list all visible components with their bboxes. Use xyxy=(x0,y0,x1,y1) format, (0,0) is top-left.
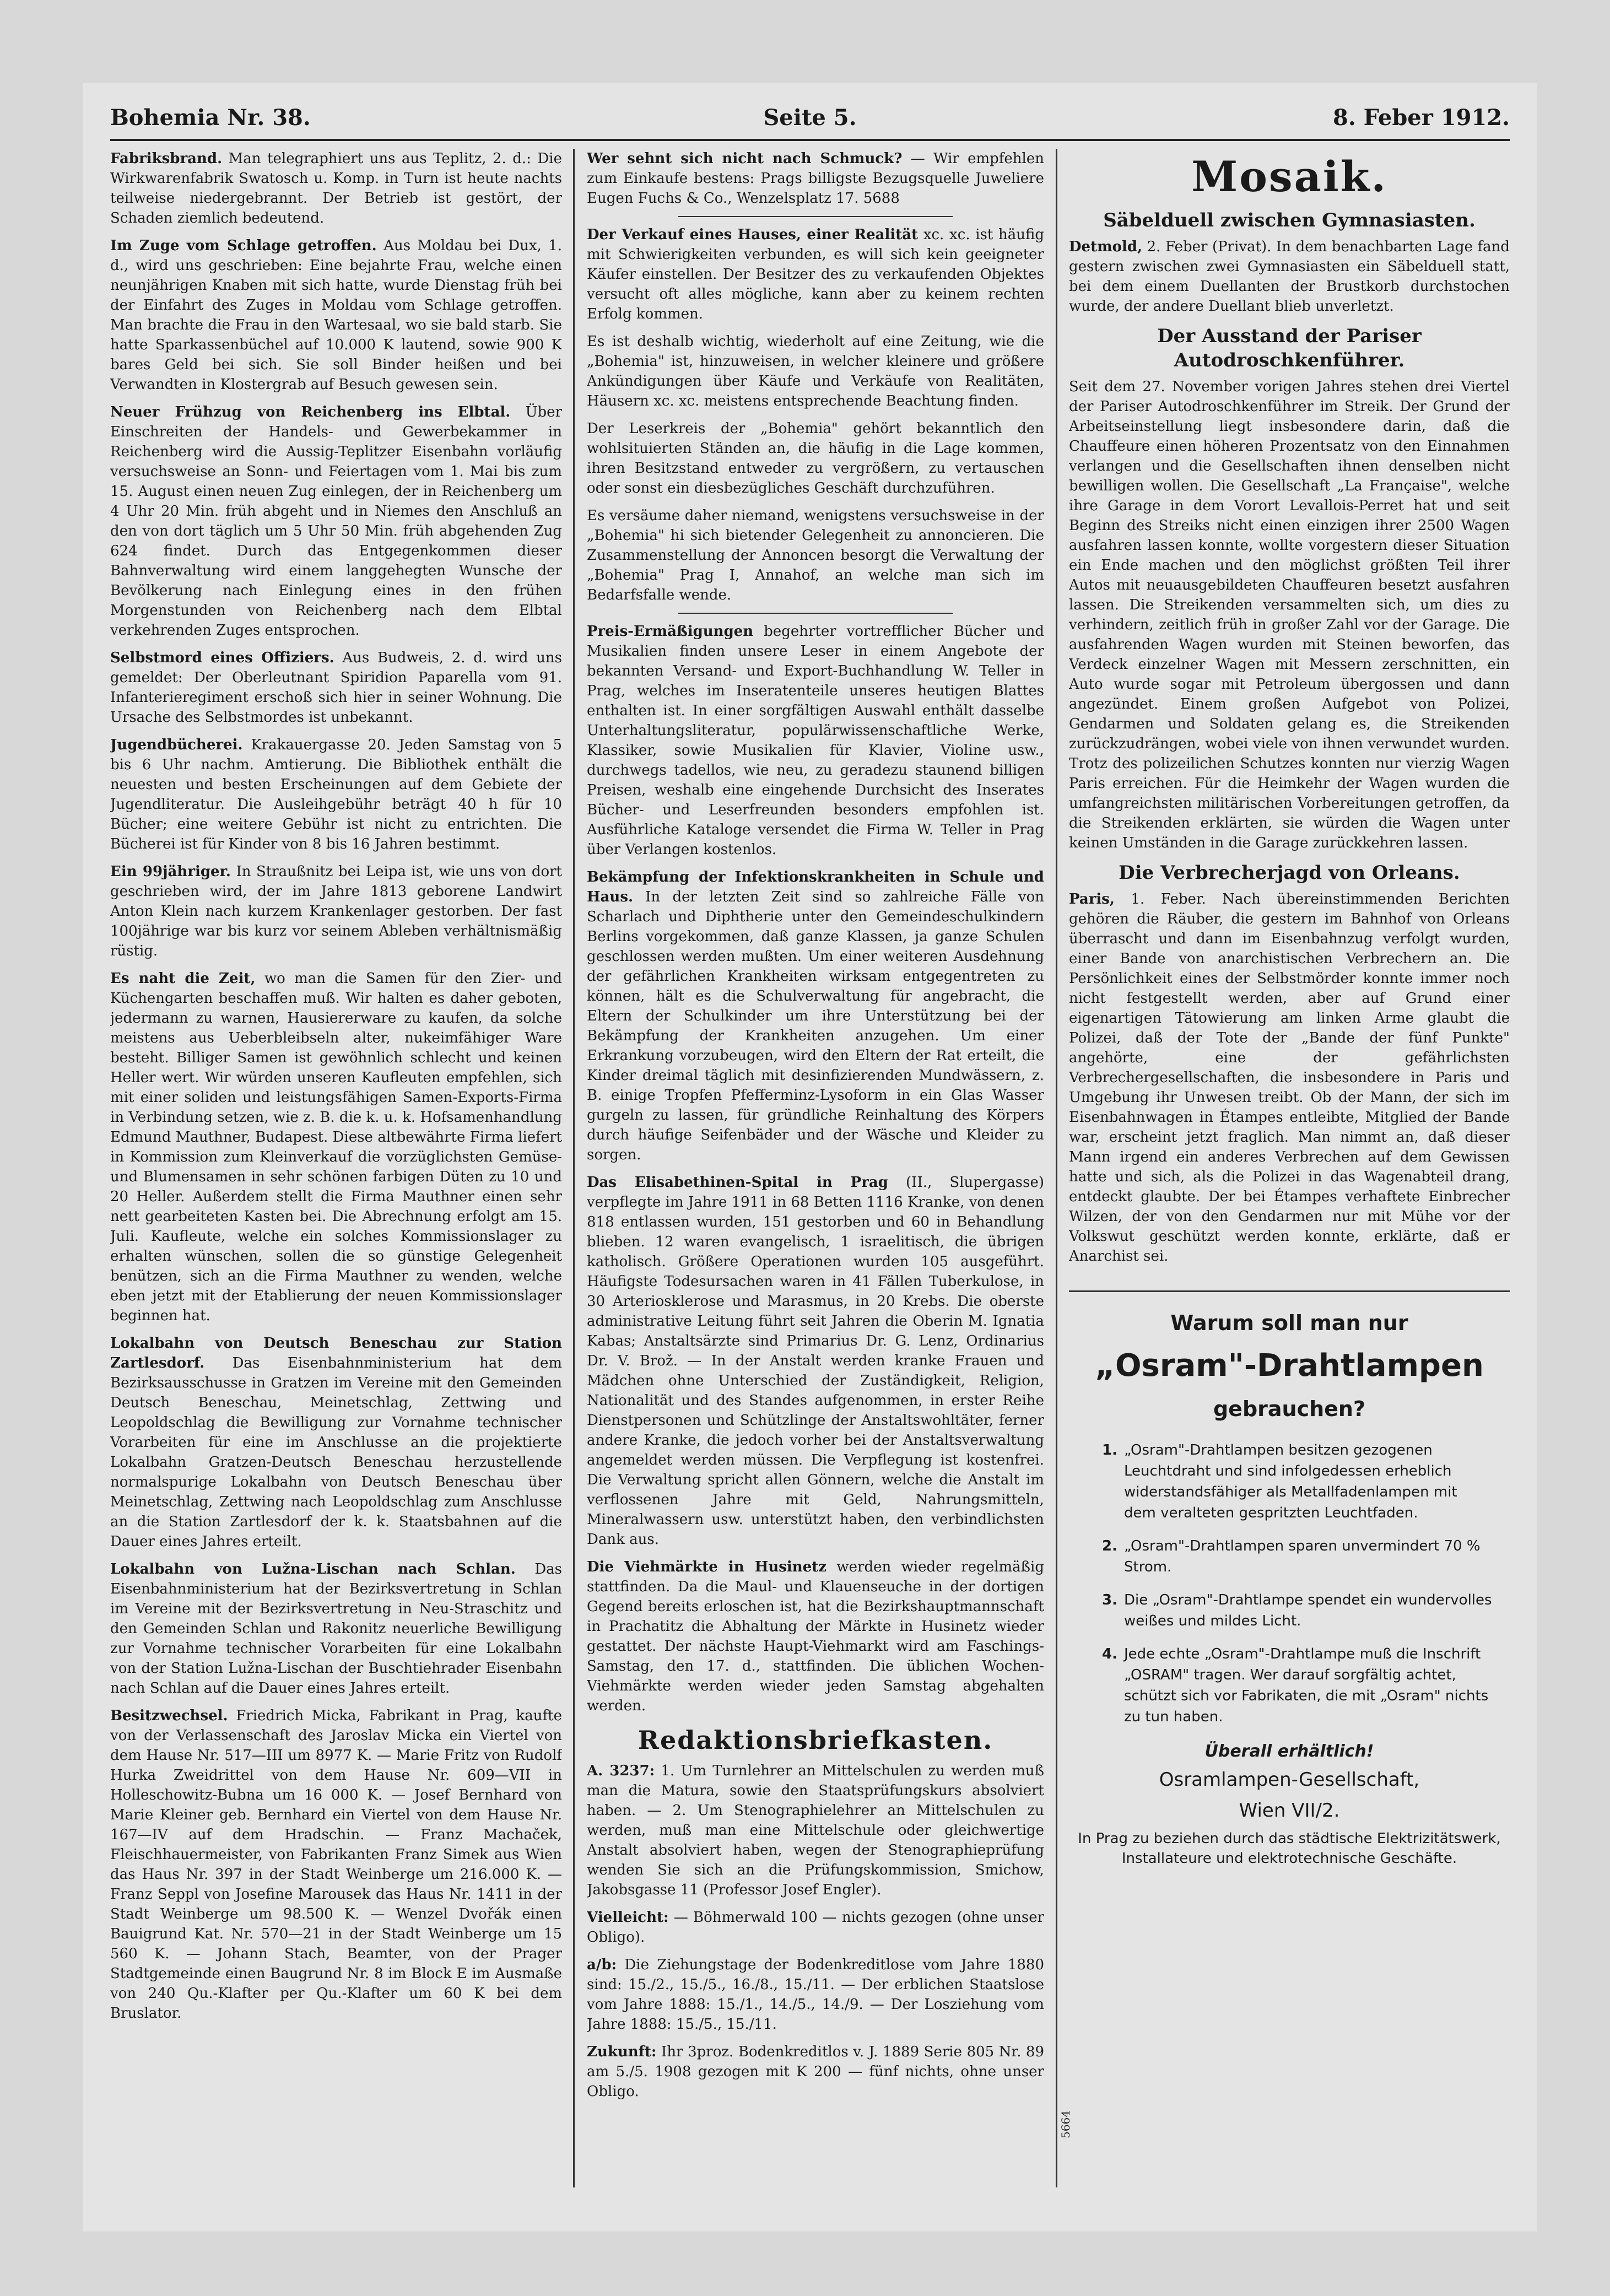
article-body: Man telegraphiert uns aus Teplitz, 2. d.: Die Wirkwarenfabrik Swatosch u. Komp. in Turn ist heute nachts teilweise niedergebrannt. Der Betrieb ist gestört, der Schaden ziemlich bedeutend. xyxy=(110,150,562,226)
article-title: Bekämpfung der Infektionskrankheiten in Schule und Haus. xyxy=(587,869,1044,905)
ad-point-text: „Osram"-Drahtlampen besitzen gezogenen Leuchtdraht und sind infolgedessen erheblich widerstandsfähiger als Metallfadenlampen mit dem veralteten gespritzten Leuchtfaden. xyxy=(1124,1442,1457,1521)
article-title: Fabriksbrand. xyxy=(110,150,223,167)
article-title: Ein 99jähriger. xyxy=(110,863,231,880)
letter-entry xyxy=(587,1908,1044,1947)
section-heading-mosaik: Mosaik. xyxy=(1191,152,1387,201)
article xyxy=(110,149,562,228)
article-title: Selbstmord eines Offiziers. xyxy=(110,650,334,666)
article xyxy=(587,149,1044,208)
article-body: Aus Budweis, 2. d. wird uns gemeldet: Der Oberleutnant Spiridion Paparella vom 91. Infanterieregiment erschoß sich hier in seiner Wohnung. Die Ursache des Selbstmordes ist unbekannt. xyxy=(110,650,562,726)
article-body: werden wieder regelmäßig stattfinden. Da die Maul- und Klauenseuche in der dortigen Gegend bereits erloschen ist, hat die Bezirkshauptmannschaft in Prachatitz die Abhaltung der Märkte in Husinetz wieder gestattet. Der nächste Haupt-Viehmarkt wird am Faschings-Samstag, den 17. d., stattfinden. Die üblichen Wochen-Viehmärkte werden wieder jeden Samstag abgehalten werden. xyxy=(587,1559,1044,1714)
article-headline: Die Verbrecherjagd von Orleans. xyxy=(1119,862,1460,884)
ad-point-number: 4. xyxy=(1102,1646,1117,1662)
article-paragraph xyxy=(587,332,1044,411)
entry-body: 1. Um Turnlehrer an Mittelschulen zu werden muß man die Matura, sowie den Staatsprüfungskurs absolviert haben. — 2. Um Stenographielehrer an Mittelschulen zu werden, muß man eine Mittelschule oder gleichwertige Anstalt absolviert haben, wegen der Stenographieprüfung wenden Sie sich an die Prüfungskommission, Smichow, Jakobsgasse 11 (Professor Josef Engler). xyxy=(587,1763,1044,1898)
ad-note: In Prag zu beziehen durch das städtische Elektrizitätswerk, Installateure und elektrotechnische Geschäfte. xyxy=(1078,1830,1501,1867)
article xyxy=(110,862,562,961)
ad-city: Wien VII/2. xyxy=(1239,1800,1340,1822)
article-body: 1. Feber. Nach übereinstimmenden Berichten gehören die Räuber, die gestern im Bahnhof von Orleans überrascht und dann im Eisenbahnzug verfolgt wurden, einer Bande von anarchistischen Verbrechern an. Die Persönlichkeit eines der Selbstmörder konnte immer noch nicht festgestellt werden, aber auf Grund einer eigenartigen Tätowierung am linken Arme glaubt die Polizei, daß der Tote der „Bande der fünf Punkte" angehörte, eine der gefährlichsten Verbrechergesellschaften, die insbesondere in Paris und Umgebung ihr Unwesen treibt. Ob der Mann, der sich im Eisenbahnwagen in Étampes entleibte, Mitglied der Bande war, erscheint jetzt fraglich. Man nimmt an, daß dieser Mann irgend ein anderes Verbrechen auf dem Gewissen hatte und sich, als die Polizei in das Wagenabteil drang, entdeckt glaubte. Der bei Étampes verhaftete Einbrecher Wilzen, der von den Gendarmen nur mit Mühe vor der Volkswut geschützt werden konnte, erklärte, daß er Anarchist sei. xyxy=(1069,891,1510,1265)
column-divider xyxy=(573,149,575,2187)
article-title: Lokalbahn von Lužna-Lischan nach Schlan. xyxy=(110,1561,516,1578)
column-left xyxy=(110,149,562,2209)
ad-question-end: gebrauchen? xyxy=(1213,1397,1366,1421)
article-separator xyxy=(678,216,953,217)
article-title: Der Verkauf eines Hauses, einer Realität xyxy=(587,226,919,243)
masthead xyxy=(110,95,1510,141)
article-headline: Säbelduell zwischen Gymnasiasten. xyxy=(1103,209,1476,231)
article xyxy=(110,735,562,854)
article-body: In Straußnitz bei Leipa ist, wie uns von dort geschrieben wird, der im Jahre 1813 geborene Landwirt Anton Klein nach kurzem Krankenlager gestorben. Der fast 100jährige war bis kurz vor seinem Ableben verhältnismäßig rüstig. xyxy=(110,863,562,959)
article-body: (II., Slupergasse) verpflegte im Jahre 1911 in 68 Betten 1116 Kranke, von denen 818 entlassen wurden, 151 gestorben und 60 in Behandlung blieben. 12 waren evangelisch, 1 israelitisch, die übrigen katholisch. Größere Operationen wurden 105 ausgeführt. Häufigste Todesursachen waren in 41 Fällen Tuberkulose, in 30 Arteriosklerose und Marasmus, in 20 Krebs. Die oberste administrative Leitung führt seit Jahren die Oberin M. Ignatia Kabas; Anstaltsärzte sind Primarius Dr. G. Lenz, Ordinarius Dr. V. Brož. — In der Anstalt werden kranke Frauen und Mädchen ohne Unterschied der Zuständigkeit, Religion, Nationalität und des Standes aufgenommen, in erster Reihe Dienstpersonen und Schützlinge der Anstaltswohltäter, ferner andere Kranke, die jedoch vorher bei der Anstaltsverwaltung angemeldet werden müssen. Die Verpflegung ist kostenfrei. Die Verwaltung spricht allen Gönnern, welche die Anstalt im verflossenen Jahre mit Geld, Nahrungsmitteln, Mineralwassern usw. unterstützt haben, den verbindlichsten Dank aus. xyxy=(587,1174,1044,1548)
article-body: 2. Feber (Privat). In dem benachbarten Lage fand gestern zwischen zwei Gymnasiasten ein Säbelduell statt, bei dem einem Duellanten der Brustkorb durchstochen wurde, der andere Duellant blieb unverletzt. xyxy=(1069,239,1510,315)
article xyxy=(110,1559,562,1698)
article-body: wo man die Samen für den Zier- und Küchengarten beschaffen muß. Wir halten es daher geboten, jedermann zu warnen, Hausiererware zu kaufen, da solche meistens aus Ueberbleibseln alter, nukeimfähiger Ware besteht. Billiger Samen ist gewöhnlich schlecht und keinen Heller wert. Wir würden unseren Kaufleuten empfehlen, sich mit einer soliden und leistungsfähigen Samen-Exports-Firma in Verbindung setzen, wie z. B. die k. u. k. Hofsamenhandlung Edmund Mauthner, Budapest. Diese altbewährte Firma liefert in Kommission zum Kleinverkauf die vorzüglichsten Gemüse- und Blumensamen in sehr schönen farbigen Düten zu 10 und 20 Heller. Außerdem stellt die Firma Mauthner einen sehr nett gearbeiteten Kasten bei. Die Abrechnung erfolgt am 15. Juli. Kaufleute, welche ein solches Kommissionslager zu erhalten wünschen, sollen die so günstige Gelegenheit benützen, sich an die Firma Mauthner zu wenden, welche eben jetzt mit der Etablierung der neuen Kommissionslager beginnen hat. xyxy=(110,970,562,1324)
ad-point-number: 2. xyxy=(1102,1538,1117,1554)
article-body: Es versäume daher niemand, wenigstens versuchsweise in der „Bohemia" hi sich bietender Gelegenheit zu annoncieren. Die Zusammenstellung der Annoncen besorgt die Verwaltung der „Bohemia" Prag I, Annahof, an welche man sich im Bedarfsfalle wende. xyxy=(587,507,1044,603)
ad-point xyxy=(1102,1536,1493,1578)
article-title: Es naht die Zeit, xyxy=(110,970,256,987)
article xyxy=(110,1333,562,1552)
article-separator xyxy=(678,613,953,614)
article-body: Der Leserkreis der „Bohemia" gehört bekanntlich den wohlsituierten Ständen an, die häufig in die Lage kommen, ihren Besitzstand entweder zu vergrößern, zu vertauschen oder sonst ein diesbezügliches Geschäft durchzuführen. xyxy=(587,420,1044,496)
ad-point-list xyxy=(1102,1440,1493,1727)
article xyxy=(110,969,562,1326)
newspaper-page xyxy=(83,83,1537,2232)
article xyxy=(587,1557,1044,1716)
entry-title: a/b: xyxy=(587,1957,617,1973)
article-paragraph xyxy=(587,419,1044,498)
article-body: Friedrich Micka, Fabrikant in Prag, kaufte von der Verlassenschaft des Jaroslav Micka ein Viertel von dem Hause Nr. 517—III um 8977 K. — Marie Fritz von Rudolf Hurka Zweidrittel von dem Hause Nr. 609—VII in Holleschowitz-Bubna um 16 000 K. — Josef Bernhard von Marie Kleiner geb. Bernhard ein Viertel von dem Hause Nr. 167—IV auf dem Hradschin. — Franz Machaček, Fleischhauermeister, von Fabrikanten Franz Simek aus Wien das Haus Nr. 397 in der Stadt Weinberge um 216.000 K. — Franz Seppl von Josefine Marousek das Haus Nr. 1411 in der Stadt Weinberge um 98.500 K. — Wenzel Dvořák einen Bauigrund Kat. Nr. 570—21 in der Stadt Weinberge um 15 560 K. — Johann Stach, Beamter, von der Prager Stadtgemeinde einen Baugrund Nr. 8 im Block E im Ausmaße von 240 Qu.-Klafter per Qu.-Klafter um 60 K bei dem Bruslator. xyxy=(110,1708,562,2022)
section-heading-redaktion: Redaktionsbriefkasten. xyxy=(637,1725,993,1755)
page-number: Seite 5. xyxy=(763,105,857,131)
article-title: Wer sehnt sich nicht nach Schmuck? xyxy=(587,150,903,167)
article-body: — Wir empfehlen zum Einkaufe bestens: Prags billigste Bezugsquelle Juweliere Eugen Fuchs & Co., Wenzelsplatz 17. 5688 xyxy=(587,150,1044,207)
dateline: Detmold, xyxy=(1069,239,1143,255)
letter-entry xyxy=(587,1955,1044,2034)
article-body: In der letzten Zeit sind so zahlreiche Fälle von Scharlach und Diphtherie unter den Gemeindeschulkindern Berlins vorgekommen, daß ganze Klassen, ja ganze Schulen geschlossen werden mußten. Um einer weiteren Ausdehnung der gefährlichen Krankheiten wirksam entgegentreten zu können, hält es die Schulverwaltung für angebracht, die Eltern der Schulkinder um ihre Unterstützung bei der Bekämpfung der Krankheiten anzugehen. Um einer Erkrankung vorzubeugen, wird den Eltern der Rat erteilt, die Kinder dreimal täglich mit desinfizierenden Mundwässern, z. B. einige Tropfen Pfefferminz-Lysoform in ein Glas Wasser gurgeln zu lassen, für gründliche Reinhaltung des Körpers durch häufige Seifenbäder und der Wäsche und Kleider zu sorgen. xyxy=(587,889,1044,1163)
issue-number: Bohemia Nr. 38. xyxy=(110,105,311,131)
ad-brand: „Osram"-Drahtlampen xyxy=(1095,1348,1484,1384)
ad-point-text: „Osram"-Drahtlampen sparen unvermindert 70 % Strom. xyxy=(1124,1538,1481,1575)
article-title: Jugendbücherei. xyxy=(110,737,243,753)
article-body: Es ist deshalb wichtig, wiederholt auf eine Zeitung, wie die „Bohemia" ist, hinzuweisen, in welcher kleinere und größere Ankündigungen über Käufe und Verkäufe von Realitäten, Häusern xc. xc. meistens entsprechende Beachtung finden. xyxy=(587,333,1044,409)
entry-body: — Böhmerwald 100 — nichts gezogen (ohne unser Obligo). xyxy=(587,1909,1044,1946)
entry-body: Die Ziehungstage der Bodenkreditlose vom Jahre 1880 sind: 15./2., 15./5., 16./8., 15./11. — Der erblichen Staatslose vom Jahre 1888: 15./1., 14./5., 14./9. — Der Losziehung vom Jahre 1888: 15./5., 15./11. xyxy=(587,1957,1044,2033)
ad-point xyxy=(1102,1590,1493,1631)
article xyxy=(587,867,1044,1165)
article-title: Lokalbahn von Deutsch Beneschau zur Station Zartlesdorf. xyxy=(110,1335,562,1371)
article-body: begehrter vortrefflicher Bücher und Musikalien finden unsere Leser in einem Angebote der bekannten Versand- und Export-Buchhandlung W. Teller in Prag, welches im Inseratenteile unseres heutigen Blattes enthalten ist. In einer sorgfältigen Auswahl enthält dasselbe Unterhaltungsliteratur, populärwissenschaftliche Werke, Klassiker, sowie Musikalien für Klavier, Violine usw., durchwegs tadellos, wie neu, zu geradezu staunend billigen Preisen, weshalb eine eingehende Durchsicht des Inserates Bücher- und Leserfreunden besonders empfohlen ist. Ausführliche Kataloge versendet die Firma W. Teller in Prag über Verlangen kostenlos. xyxy=(587,623,1044,858)
letter-entry xyxy=(587,2042,1044,2101)
article-title: Die Viehmärkte in Husinetz xyxy=(587,1559,827,1575)
letter-entry xyxy=(587,1761,1044,1900)
article-title: Im Zuge vom Schlage getroffen. xyxy=(110,237,377,254)
article xyxy=(110,402,562,640)
ad-point-number: 1. xyxy=(1102,1442,1117,1458)
article-body: Das Eisenbahnministerium hat dem Bezirksausschusse in Gratzen im Vereine mit den Gemeinden Deutsch Beneschau, Meinetschlag, Zettwing und Leopoldschlag die Bewilligung zur Vornahme technischer Vorarbeiten für eine im Anschlusse an die projektierte Lokalbahn Gratzen-Deutsch Beneschau herzustellende normalspurige Lokalbahn von Deutsch Beneschau über Meinetschlag, Zettwing nach Leopoldschlag zum Anschlusse an die Station Zartlesdorf der k. k. Staatsbahnen auf die Dauer eines Jahres erteilt. xyxy=(110,1355,562,1550)
column-right xyxy=(1069,149,1510,2209)
ad-availability: Überall erhältlich! xyxy=(1204,1742,1374,1761)
column-divider xyxy=(1056,149,1057,2187)
entry-title: Zukunft: xyxy=(587,2044,657,2060)
ad-question: Warum soll man nur xyxy=(1170,1311,1408,1335)
ad-point xyxy=(1102,1644,1493,1727)
article-title: Preis-Ermäßigungen xyxy=(587,623,754,640)
article xyxy=(587,225,1044,324)
article-headline: Der Ausstand der Pariser Autodroschkenführer. xyxy=(1157,325,1422,371)
issue-date: 8. Feber 1912. xyxy=(1332,105,1510,131)
article-paragraph xyxy=(587,506,1044,605)
ad-point-text: Die „Osram"-Drahtlampe spendet ein wundervolles weißes und mildes Licht. xyxy=(1124,1592,1492,1629)
side-number: 5664 xyxy=(1059,2110,1072,2138)
article xyxy=(110,1706,562,2023)
article-body: Seit dem 27. November vorigen Jahres stehen drei Viertel der Pariser Autodroschkenführer im Streik. Der Grund der Arbeitseinstellung liegt insbesondere darin, daß die Chauffeure einen höheren Prozentsatz von den Einnahmen verlangen und die Gesellschaften ihnen denselben nicht bewilligen wollen. Die Gesellschaft „La Française", welche ihre Garage in dem Vorort Levallois-Perret hat und seit Beginn des Streiks nicht einen einzigen ihrer 2500 Wagen ausfahren lassen konnte, wollte vorgestern dieser Situation ein Ende machen und den möglichst größten Teil ihrer Autos mit neuausgebildeten Chauffeuren besetzt ausfahren lassen. Die Streikenden versammelten sich, um dies zu verhindern, zeitlich früh in großer Zahl vor der Garage. Die ausfahrenden Wagen wurden mit Steinen beworfen, das Verdeck einzelner Wagen mit Messern zerschnitten, ein Auto wurde sogar mit Petroleum übergossen und dann angezündet. Einem großen Aufgebot von Polizei, Gendarmen und Soldaten gelang es, die Streikenden zurückzudrängen, wobei viele von ihnen verwundet wurden. Trotz des polizeilichen Schutzes konnten nur vierzig Wagen Paris erreichen. Für die Heimkehr der Wagen wurden die umfangreichsten militärischen Vorbereitungen getroffen, da die Streikenden erklärten, sie würden die Wagen unter keinen Umständen in die Garage zurückkehren lassen. xyxy=(1069,379,1510,851)
dateline: Paris, xyxy=(1069,891,1115,907)
article-body: Das Eisenbahnministerium hat der Bezirksvertretung in Schlan im Vereine mit der Bezirksvertretung in Neu-Straschitz und den Gemeinden Schlan und Rakonitz neuerliche Bewilligung zur Vornahme technischer Vorarbeiten für eine Lokalbahn von der Station Lužna-Lischan der Buschtiehrader Eisenbahn nach Schlan auf die Dauer eines Jahres erteilt. xyxy=(110,1561,562,1697)
article xyxy=(587,1173,1044,1549)
article-title: Neuer Frühzug von Reichenberg ins Elbtal. xyxy=(110,404,511,420)
entry-title: A. 3237: xyxy=(587,1763,655,1779)
article xyxy=(1069,889,1510,1266)
article xyxy=(1069,237,1510,316)
article xyxy=(110,236,562,395)
article-body: Krakauergasse 20. Jeden Samstag von 5 bis 6 Uhr nachm. Amtierung. Die Bibliothek enthält die neuesten und besten Erscheinungen auf dem Gebiete der Jugendliteratur. Die Ausleihgebühr beträgt 40 h für 10 Bücher; eine weitere Gebühr ist nicht zu entrichten. Die Bücherei ist für Kinder von 8 bis 16 Jahren bestimmt. xyxy=(110,737,562,852)
ad-company: Osramlampen-Gesellschaft, xyxy=(1159,1769,1420,1791)
article-body: Aus Moldau bei Dux, 1. d., wird uns geschrieben: Eine bejahrte Frau, welche einen neunjährigen Knaben mit sich hatte, wurde Dienstag früh bei der Einfahrt des Zuges in Moldau vom Schlage getroffen. Man brachte die Frau in den Wartesaal, wo sie bald starb. Sie hatte Sparkassenbüchel auf 10.000 K lautend, sowie 900 K bares Geld bei sich. Sie soll Binder heißen und bei Verwandten in Klostergrab auf Besuch gewesen sein. xyxy=(110,237,562,393)
article xyxy=(1069,377,1510,853)
article-title: Das Elisabethinen-Spital in Prag xyxy=(587,1174,888,1191)
ad-point-number: 3. xyxy=(1102,1592,1117,1608)
article xyxy=(110,648,562,727)
article-body: Über Einschreiten der Handels- und Gewerbekammer in Reichenberg wird die Aussig-Teplitzer Eisenbahn vorläufig versuchsweise an Sonn- und Feiertagen vom 1. Mai bis zum 15. August einen neuen Zug einlegen, der in Reichenberg um 4 Uhr 20 Min. früh abgeht und in Niemes den Anschluß an den von dort täglich um 5 Uhr 50 Min. früh abgehenden Zug 624 findet. Durch das Entgegenkommen dieser Bahnverwaltung wird einem langgehegten Wunsche der Bevölkerung nach Einlegung eines in den frühen Morgenstunden von Reichenberg nach dem Elbtal verkehrenden Zuges entsprochen. xyxy=(110,404,562,639)
article-title: Besitzwechsel. xyxy=(110,1708,228,1724)
entry-body: Ihr 3proz. Bodenkreditlos v. J. 1889 Serie 805 Nr. 89 am 5./5. 1908 gezogen mit K 200 — fünf nichts, ohne unser Obligo. xyxy=(587,2044,1044,2100)
entry-title: Vielleicht: xyxy=(587,1909,669,1926)
ad-point xyxy=(1102,1440,1493,1524)
column-middle xyxy=(587,149,1044,2209)
article-body: xc. xc. ist häufig mit Schwierigkeiten verbunden, es will sich kein geeigneter Käufer einstellen. Der Besitzer des zu verkaufenden Objektes versucht oft alles mögliche, kann aber zu keinem rechten Erfolg kommen. xyxy=(587,226,1044,322)
article xyxy=(587,622,1044,860)
osram-advertisement xyxy=(1069,1290,1510,1868)
ad-point-text: Jede echte „Osram"-Drahtlampe muß die Inschrift „OSRAM" tragen. Wer darauf sorgfältig achtet, schützt sich vor Fabrikaten, die mit „Osram" nichts zu tun haben. xyxy=(1124,1646,1489,1725)
